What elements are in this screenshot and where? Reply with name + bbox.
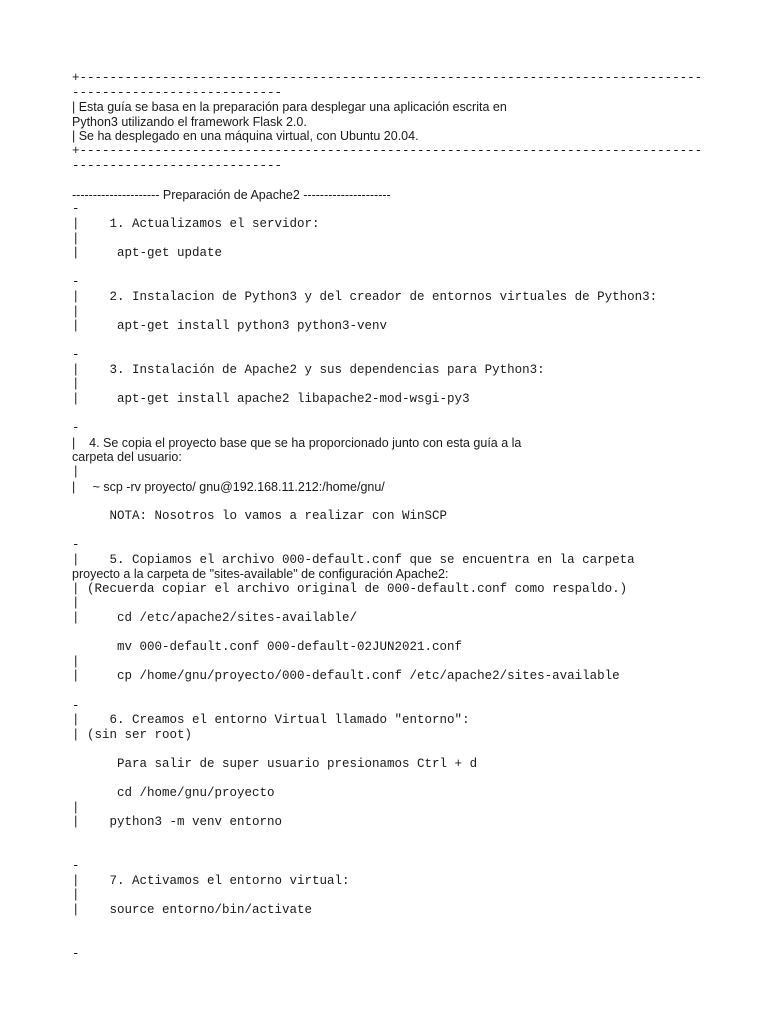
text-line [72, 626, 712, 641]
text-line: | (sin ser root) [72, 727, 193, 742]
text-line: Para salir de super usuario presionamos Ctrl + d [72, 756, 478, 771]
text-line [72, 830, 712, 845]
text-line: NOTA: Nosotros lo vamos a realizar con WinSCP [72, 508, 448, 523]
text-line: | [72, 231, 80, 246]
text-line: | 1. Actualizamos el servidor: [72, 216, 320, 231]
text-line: | source entorno/bin/activate [72, 902, 313, 917]
text-line: | apt-get install python3 python3-venv [72, 319, 388, 334]
text-line: | 6. Creamos el entorno Virtual llamado "entorno": [72, 713, 470, 728]
text-line: mv 000-default.conf 000-default-02JUN2021.conf [72, 640, 463, 655]
document-page [72, 71, 712, 961]
text-line: ---------------------------- [72, 85, 283, 100]
text-line [72, 494, 712, 509]
text-line: - [72, 275, 80, 290]
text-line: | cd /etc/apache2/sites-available/ [72, 610, 358, 625]
text-line: +----------------------------------------------------------------------------------- [72, 143, 703, 158]
text-line [72, 684, 712, 699]
text-line [72, 523, 712, 538]
text-line: +----------------------------------------------------------------------------------- [72, 71, 703, 85]
text-line: | (Recuerda copiar el archivo original de 000-default.conf como respaldo.) [72, 581, 628, 596]
text-line: - [72, 538, 80, 552]
text-line: | ~ scp -rv proyecto/ gnu@192.168.11.212:/home/gnu/ [72, 479, 385, 494]
text-line [72, 932, 712, 947]
text-line: --------------------- Preparación de Apache2 --------------------- [72, 187, 391, 202]
text-line [72, 772, 712, 787]
text-line [72, 334, 712, 349]
text-line: | [72, 888, 80, 903]
text-line: - [72, 202, 80, 217]
text-line [72, 917, 712, 932]
text-line: - [72, 946, 80, 961]
text-line: - [72, 348, 80, 363]
text-line [72, 261, 712, 276]
text-line: | Se ha desplegado en una máquina virtual, con Ubuntu 20.04. [72, 129, 419, 144]
text-line: carpeta del usuario: [72, 450, 182, 465]
text-line: | apt-get update [72, 246, 223, 261]
text-line [72, 844, 712, 859]
text-line: | apt-get install apache2 libapache2-mod-wsgi-py3 [72, 392, 470, 407]
text-line: - [72, 421, 80, 436]
text-line: Python3 utilizando el framework Flask 2.0. [72, 114, 307, 129]
text-line: | 4. Se copia el proyecto base que se ha proporcionado junto con esta guía a la [72, 435, 522, 450]
text-line: | [72, 304, 80, 319]
text-line: | 5. Copiamos el archivo 000-default.conf que se encuentra en la carpeta [72, 552, 635, 567]
text-line: | [72, 800, 80, 815]
text-line: ---------------------------- [72, 158, 283, 173]
text-line [72, 173, 712, 188]
text-line: - [72, 859, 80, 874]
text-line: | [72, 596, 80, 611]
text-line: - [72, 698, 80, 713]
text-line: | 3. Instalación de Apache2 y sus dependencias para Python3: [72, 362, 545, 377]
text-line: proyecto a la carpeta de "sites-available" de configuración Apache2: [72, 567, 449, 582]
text-line: | [72, 654, 80, 669]
text-line: | 2. Instalacion de Python3 y del creador de entornos virtuales de Python3: [72, 289, 658, 304]
text-line: | python3 -m venv entorno [72, 815, 283, 830]
text-line: cd /home/gnu/proyecto [72, 786, 275, 801]
text-line: | cp /home/gnu/proyecto/000-default.conf /etc/apache2/sites-available [72, 669, 620, 684]
text-line [72, 742, 712, 757]
text-line: | 7. Activamos el entorno virtual: [72, 873, 350, 888]
text-line: | Esta guía se basa en la preparación para desplegar una aplicación escrita en [72, 100, 507, 115]
text-line [72, 407, 712, 422]
text-line: | [72, 377, 80, 392]
text-line: | [72, 465, 80, 480]
